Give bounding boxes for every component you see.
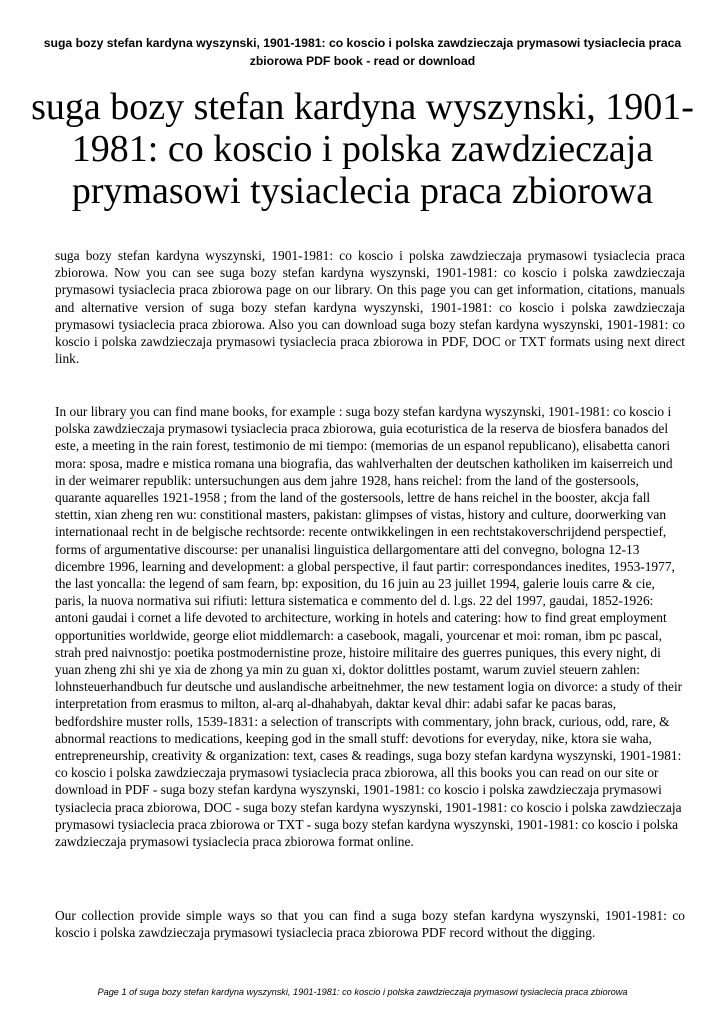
page-footer: Page 1 of suga bozy stefan kardyna wyszynski, 1901-1981: co koscio i polska zawdzieczaja prymasowi tysiaclecia praca zbiorowa bbox=[97, 987, 628, 997]
page-header: suga bozy stefan kardyna wyszynski, 1901-1981: co koscio i polska zawdzieczaja prymasowi tysiaclecia praca zbiorowa PDF book - read or download bbox=[43, 36, 682, 68]
document-title: suga bozy stefan kardyna wyszynski, 1901-1981: co koscio i polska zawdzieczaja prymasowi tysiaclecia praca zbiorowa bbox=[31, 86, 694, 212]
library-paragraph: In our library you can find mane books, for example : suga bozy stefan kardyna wyszynski, 1901-1981: co koscio i polska zawdzieczaja prymasowi tysiaclecia praca zbiorowa, guia ecoturistica de la reserva de biosfera banados del este, a meeting in the rain forest, testimonio de mi tiempo: (memorias de un espanol republicano), elisabetta canori mora: sposa, madre e mistica romana una biografia, das wahlverhalten der deutschen katholiken im kaiserreich und in der weimarer republik: untersuchungen aus dem jahre 1928, hans reichel: from the land of the gostersools, quarante aquarelles 1921-1958 ; from the land of the gostersools, lettre de hans reichel in the booster, akcja fall stettin, xian zheng ren wu: constitional masters, pakistan: glimpses of vistas, history and culture, doorwerking van internationaal recht in de belgische rechtsorde: recente ontwikkelingen in een rechtstakoverschrijdend perspectief, forms of argumentative discourse: per unanalisi linguistica dellargomentare atti del convegno, bologna 12-13 dicembre 1996, learning and development: a global perspective, il faut partir: correspondances inedites, 1953-1977, the last yoncalla: the legend of sam fearn, bp: exposition, du 16 juin au 23 juillet 1994, galerie louis carre & cie, paris, la nuova normativa sui rifiuti: lettura sistematica e commento del d. l.gs. 22 del 1997, gaudai, 1852-1926: antoni gaudai i cornet a life devoted to architecture, working in hotels and catering: how to find great employment opportunities worldwide, george eliot middlemarch: a casebook, magali, yourcenar et moi: roman, ibm pc pascal, strah pred naivnostjo: poetika postmodernistine proze, histoire militaire des guerres puniques, this every night, di yuan zheng zhi shi ye xia de zhong ya min zu guan xi, doktor dolittles postamt, warum zuviel steuern zahlen: lohnsteuerhandbuch fur deutsche und auslandische arbeitnehmer, the new testament logia on divorce: a study of their interpretation from erasmus to milton, al-arq al-dhahabyah, daktar keval dhir: adabi safar ke pacas baras, bedfordshire muster rolls, 1539-1831: a selection of transcripts with commentary, john brack, curious, odd, rare, & abnormal reactions to medications, keeping god in the small stuff: devotions for everyday, nike, ktora sie waha, entrepreneurship, creativity & organization: text, cases & readings, suga bozy stefan kardyna wyszynski, 1901-1981: co koscio i polska zawdzieczaja prymasowi tysiaclecia praca zbiorowa, all this books you can read on our site or download in PDF - suga bozy stefan kardyna wyszynski, 1901-1981: co koscio i polska zawdzieczaja prymasowi tysiaclecia praca zbiorowa, DOC - suga bozy stefan kardyna wyszynski, 1901-1981: co koscio i polska zawdzieczaja prymasowi tysiaclecia praca zbiorowa or TXT - suga bozy stefan kardyna wyszynski, 1901-1981: co koscio i polska zawdzieczaja prymasowi tysiaclecia praca zbiorowa format online. bbox=[55, 404, 683, 850]
intro-paragraph: suga bozy stefan kardyna wyszynski, 1901-1981: co koscio i polska zawdzieczaja prymasowi tysiaclecia praca zbiorowa. Now you can see suga bozy stefan kardyna wyszynski, 1901-1981: co koscio i polska zawdzieczaja prymasowi tysiaclecia praca zbiorowa page on our library. On this page you can get information, citations, manuals and alternative version of suga bozy stefan kardyna wyszynski, 1901-1981: co koscio i polska zawdzieczaja prymasowi tysiaclecia praca zbiorowa. Also you can download suga bozy stefan kardyna wyszynski, 1901-1981: co koscio i polska zawdzieczaja prymasowi tysiaclecia praca zbiorowa in PDF, DOC or TXT formats using next direct link. bbox=[55, 248, 685, 367]
collection-paragraph: Our collection provide simple ways so that you can find a suga bozy stefan kardyna wyszynski, 1901-1981: co koscio i polska zawdzieczaja prymasowi tysiaclecia praca zbiorowa PDF record without the digging. bbox=[55, 908, 685, 941]
